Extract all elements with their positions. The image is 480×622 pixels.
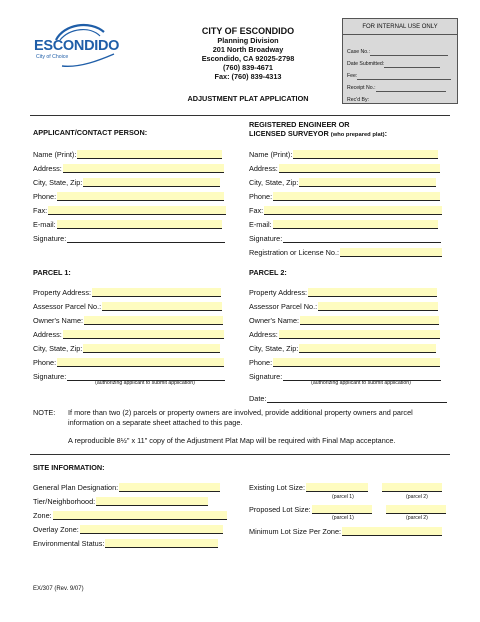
site-zone-label: Zone: <box>33 511 52 520</box>
logo-tagline: City of Choice <box>36 54 69 60</box>
internal-case-no: Case No.: <box>347 47 448 56</box>
parcel1-city-row <box>33 342 220 353</box>
parcel2-apn-label: Assessor Parcel No.: <box>249 302 318 311</box>
parcel1-city-field[interactable] <box>83 344 220 353</box>
site-existing-row <box>249 481 442 492</box>
engineer-city-row <box>249 176 436 187</box>
street-address: 201 North Broadway <box>212 45 284 54</box>
parcel2-signature-note: (authorizing applicant to submit application) <box>311 380 411 386</box>
parcel2-city-label: City, State, Zip: <box>249 344 299 353</box>
internal-receipt-no: Receipt No.: <box>347 83 446 92</box>
internal-use-title: FOR INTERNAL USE ONLY <box>343 19 457 35</box>
applicant-address-label: Address: <box>33 164 62 173</box>
parcel1-property-row <box>33 286 221 297</box>
parcel1-owner-row <box>33 314 223 325</box>
parcel1-apn-row <box>33 300 222 311</box>
parcel2-phone-field[interactable] <box>273 358 440 367</box>
engineer-heading-line2: LICENSED SURVEYOR (who prepared plat): <box>249 129 388 138</box>
internal-recd-by: Rec'd By: <box>347 95 449 104</box>
engineer-registration-field[interactable] <box>340 248 442 257</box>
applicant-city-label: City, State, Zip: <box>33 178 83 187</box>
parcel1-phone-label: Phone: <box>33 358 57 367</box>
parcel1-apn-field[interactable] <box>102 302 222 311</box>
internal-use-box <box>342 18 458 104</box>
site-gp-field[interactable] <box>119 483 220 492</box>
parcel1-owner-label: Owner's Name: <box>33 316 84 325</box>
parcel2-phone-row <box>249 356 440 367</box>
engineer-address-field[interactable] <box>279 164 440 173</box>
site-gp-label: General Plan Designation: <box>33 483 119 492</box>
site-existing-label: Existing Lot Size: <box>249 483 305 492</box>
parcel2-owner-label: Owner's Name: <box>249 316 300 325</box>
engineer-email-row <box>249 218 438 229</box>
parcel2-phone-label: Phone: <box>249 358 273 367</box>
engineer-registration-label: Registration or License No.: <box>249 248 340 257</box>
engineer-signature-label: Signature: <box>249 234 283 243</box>
form-title: ADJUSTMENT PLAT APPLICATION <box>187 94 309 103</box>
note-line-1: If more than two (2) parcels or property owners are involved, provide additional property owners and parcel <box>68 408 413 417</box>
city-name: CITY OF ESCONDIDO <box>201 26 295 36</box>
applicant-fax-row <box>33 204 226 215</box>
applicant-signature-field[interactable] <box>67 234 225 243</box>
internal-date-submitted: Date Submitted: <box>347 59 440 68</box>
parcel1-address-label: Address: <box>33 330 62 339</box>
phone-number: (760) 839-4671 <box>223 63 273 72</box>
parcel1-heading: PARCEL 1: <box>33 268 71 277</box>
applicant-signature-label: Signature: <box>33 234 67 243</box>
site-min-label: Minimum Lot Size Per Zone: <box>249 527 342 536</box>
internal-fee: Fee: <box>347 71 451 80</box>
site-zone-row <box>33 509 227 520</box>
applicant-address-field[interactable] <box>63 164 224 173</box>
parcel2-property-field[interactable] <box>308 288 437 297</box>
parcel2-owner-row <box>249 314 439 325</box>
engineer-city-field[interactable] <box>299 178 436 187</box>
site-heading: SITE INFORMATION: <box>33 463 105 472</box>
engineer-address-row <box>249 162 440 173</box>
parcel1-signature-note: (authorizing applicant to submit application) <box>95 380 195 386</box>
site-tier-label: Tier/Neighborhood: <box>33 497 96 506</box>
applicant-fax-label: Fax: <box>33 206 48 215</box>
site-env-row <box>33 537 218 548</box>
parcel2-apn-row <box>249 300 438 311</box>
site-proposed-parcel2-field[interactable] <box>386 505 446 514</box>
engineer-fax-row <box>249 204 442 215</box>
site-proposed-parcel1-caption: (parcel 1) <box>332 515 354 521</box>
parcel2-apn-field[interactable] <box>318 302 438 311</box>
parcel2-property-label: Property Address: <box>249 288 307 297</box>
engineer-phone-field[interactable] <box>273 192 440 201</box>
logo-wordmark: ESCONDIDO <box>34 38 120 54</box>
parcel1-property-label: Property Address: <box>33 288 91 297</box>
form-code: EX/307 (Rev. 9/07) <box>33 586 84 592</box>
parcel1-city-label: City, State, Zip: <box>33 344 83 353</box>
site-existing-parcel1-caption: (parcel 1) <box>332 494 354 500</box>
parcel1-owner-field[interactable] <box>84 316 223 325</box>
parcel2-city-field[interactable] <box>299 344 436 353</box>
site-tier-row <box>33 495 208 506</box>
engineer-name-field[interactable] <box>293 150 438 159</box>
division-name: Planning Division <box>217 36 279 45</box>
site-existing-parcel2-caption: (parcel 2) <box>406 494 428 500</box>
header-block <box>158 26 338 81</box>
site-env-field[interactable] <box>105 539 218 548</box>
engineer-address-label: Address: <box>249 164 278 173</box>
parcel2-date-row <box>249 392 447 403</box>
site-overlay-row <box>33 523 223 534</box>
parcel2-heading: PARCEL 2: <box>249 268 287 277</box>
parcel2-address-label: Address: <box>249 330 278 339</box>
applicant-email-label: E-mail: <box>33 220 56 229</box>
engineer-city-label: City, State, Zip: <box>249 178 299 187</box>
parcel2-date-field[interactable] <box>267 394 447 403</box>
city-state-zip: Escondido, CA 92025-2798 <box>201 54 295 63</box>
site-existing-parcel2-field[interactable] <box>382 483 442 492</box>
parcel2-address-row <box>249 328 440 339</box>
parcel2-address-field[interactable] <box>279 330 440 339</box>
site-proposed-parcel1-field[interactable] <box>312 505 372 514</box>
engineer-email-field[interactable] <box>273 220 438 229</box>
note-line-3: A reproducible 8½" x 11" copy of the Adjustment Plat Map will be required with Final Map acceptance. <box>68 436 396 445</box>
parcel2-city-row <box>249 342 436 353</box>
site-proposed-row <box>249 503 446 514</box>
site-min-row <box>249 525 442 536</box>
parcel2-property-row <box>249 286 437 297</box>
applicant-name-field[interactable] <box>77 150 222 159</box>
applicant-phone-field[interactable] <box>57 192 224 201</box>
parcel1-property-field[interactable] <box>92 288 221 297</box>
applicant-city-field[interactable] <box>83 178 220 187</box>
engineer-phone-label: Phone: <box>249 192 273 201</box>
note-line-2: information on a separate sheet attached to this page. <box>68 418 243 427</box>
engineer-fax-field[interactable] <box>264 206 442 215</box>
parcel1-phone-field[interactable] <box>57 358 224 367</box>
site-tier-field[interactable] <box>96 497 208 506</box>
city-logo <box>30 18 126 70</box>
engineer-email-label: E-mail: <box>249 220 272 229</box>
site-zone-field[interactable] <box>53 511 227 520</box>
applicant-name-label: Name (Print): <box>33 150 77 159</box>
site-proposed-label: Proposed Lot Size: <box>249 505 311 514</box>
header-divider <box>30 115 450 116</box>
site-overlay-field[interactable] <box>80 525 223 534</box>
parcel1-phone-row <box>33 356 224 367</box>
applicant-signature-row <box>33 232 225 243</box>
site-overlay-label: Overlay Zone: <box>33 525 79 534</box>
engineer-signature-row <box>249 232 441 243</box>
parcel2-owner-field[interactable] <box>300 316 439 325</box>
site-gp-row <box>33 481 220 492</box>
fax-number: Fax: (760) 839-4313 <box>214 72 282 81</box>
site-min-field[interactable] <box>342 527 442 536</box>
applicant-fax-field[interactable] <box>48 206 226 215</box>
site-existing-parcel1-field[interactable] <box>306 483 368 492</box>
parcel1-apn-label: Assessor Parcel No.: <box>33 302 102 311</box>
engineer-heading-line1: REGISTERED ENGINEER OR <box>249 120 350 129</box>
applicant-name-row <box>33 148 222 159</box>
engineer-registration-row <box>249 246 442 257</box>
applicant-phone-row <box>33 190 224 201</box>
applicant-heading: APPLICANT/CONTACT PERSON: <box>33 128 148 137</box>
parcel2-signature-label: Signature: <box>249 372 283 381</box>
parcel1-signature-label: Signature: <box>33 372 67 381</box>
engineer-signature-field[interactable] <box>283 234 441 243</box>
parcel1-address-row <box>33 328 224 339</box>
engineer-fax-label: Fax: <box>249 206 264 215</box>
applicant-address-row <box>33 162 224 173</box>
site-proposed-parcel2-caption: (parcel 2) <box>406 515 428 521</box>
parcel2-date-label: Date: <box>249 394 267 403</box>
applicant-city-row <box>33 176 220 187</box>
applicant-email-row <box>33 218 222 229</box>
parcel1-address-field[interactable] <box>63 330 224 339</box>
site-divider <box>30 454 450 455</box>
applicant-phone-label: Phone: <box>33 192 57 201</box>
note-label: NOTE: <box>33 408 56 417</box>
engineer-name-label: Name (Print): <box>249 150 293 159</box>
site-env-label: Environmental Status: <box>33 539 105 548</box>
engineer-phone-row <box>249 190 440 201</box>
applicant-email-field[interactable] <box>57 220 222 229</box>
engineer-name-row <box>249 148 438 159</box>
